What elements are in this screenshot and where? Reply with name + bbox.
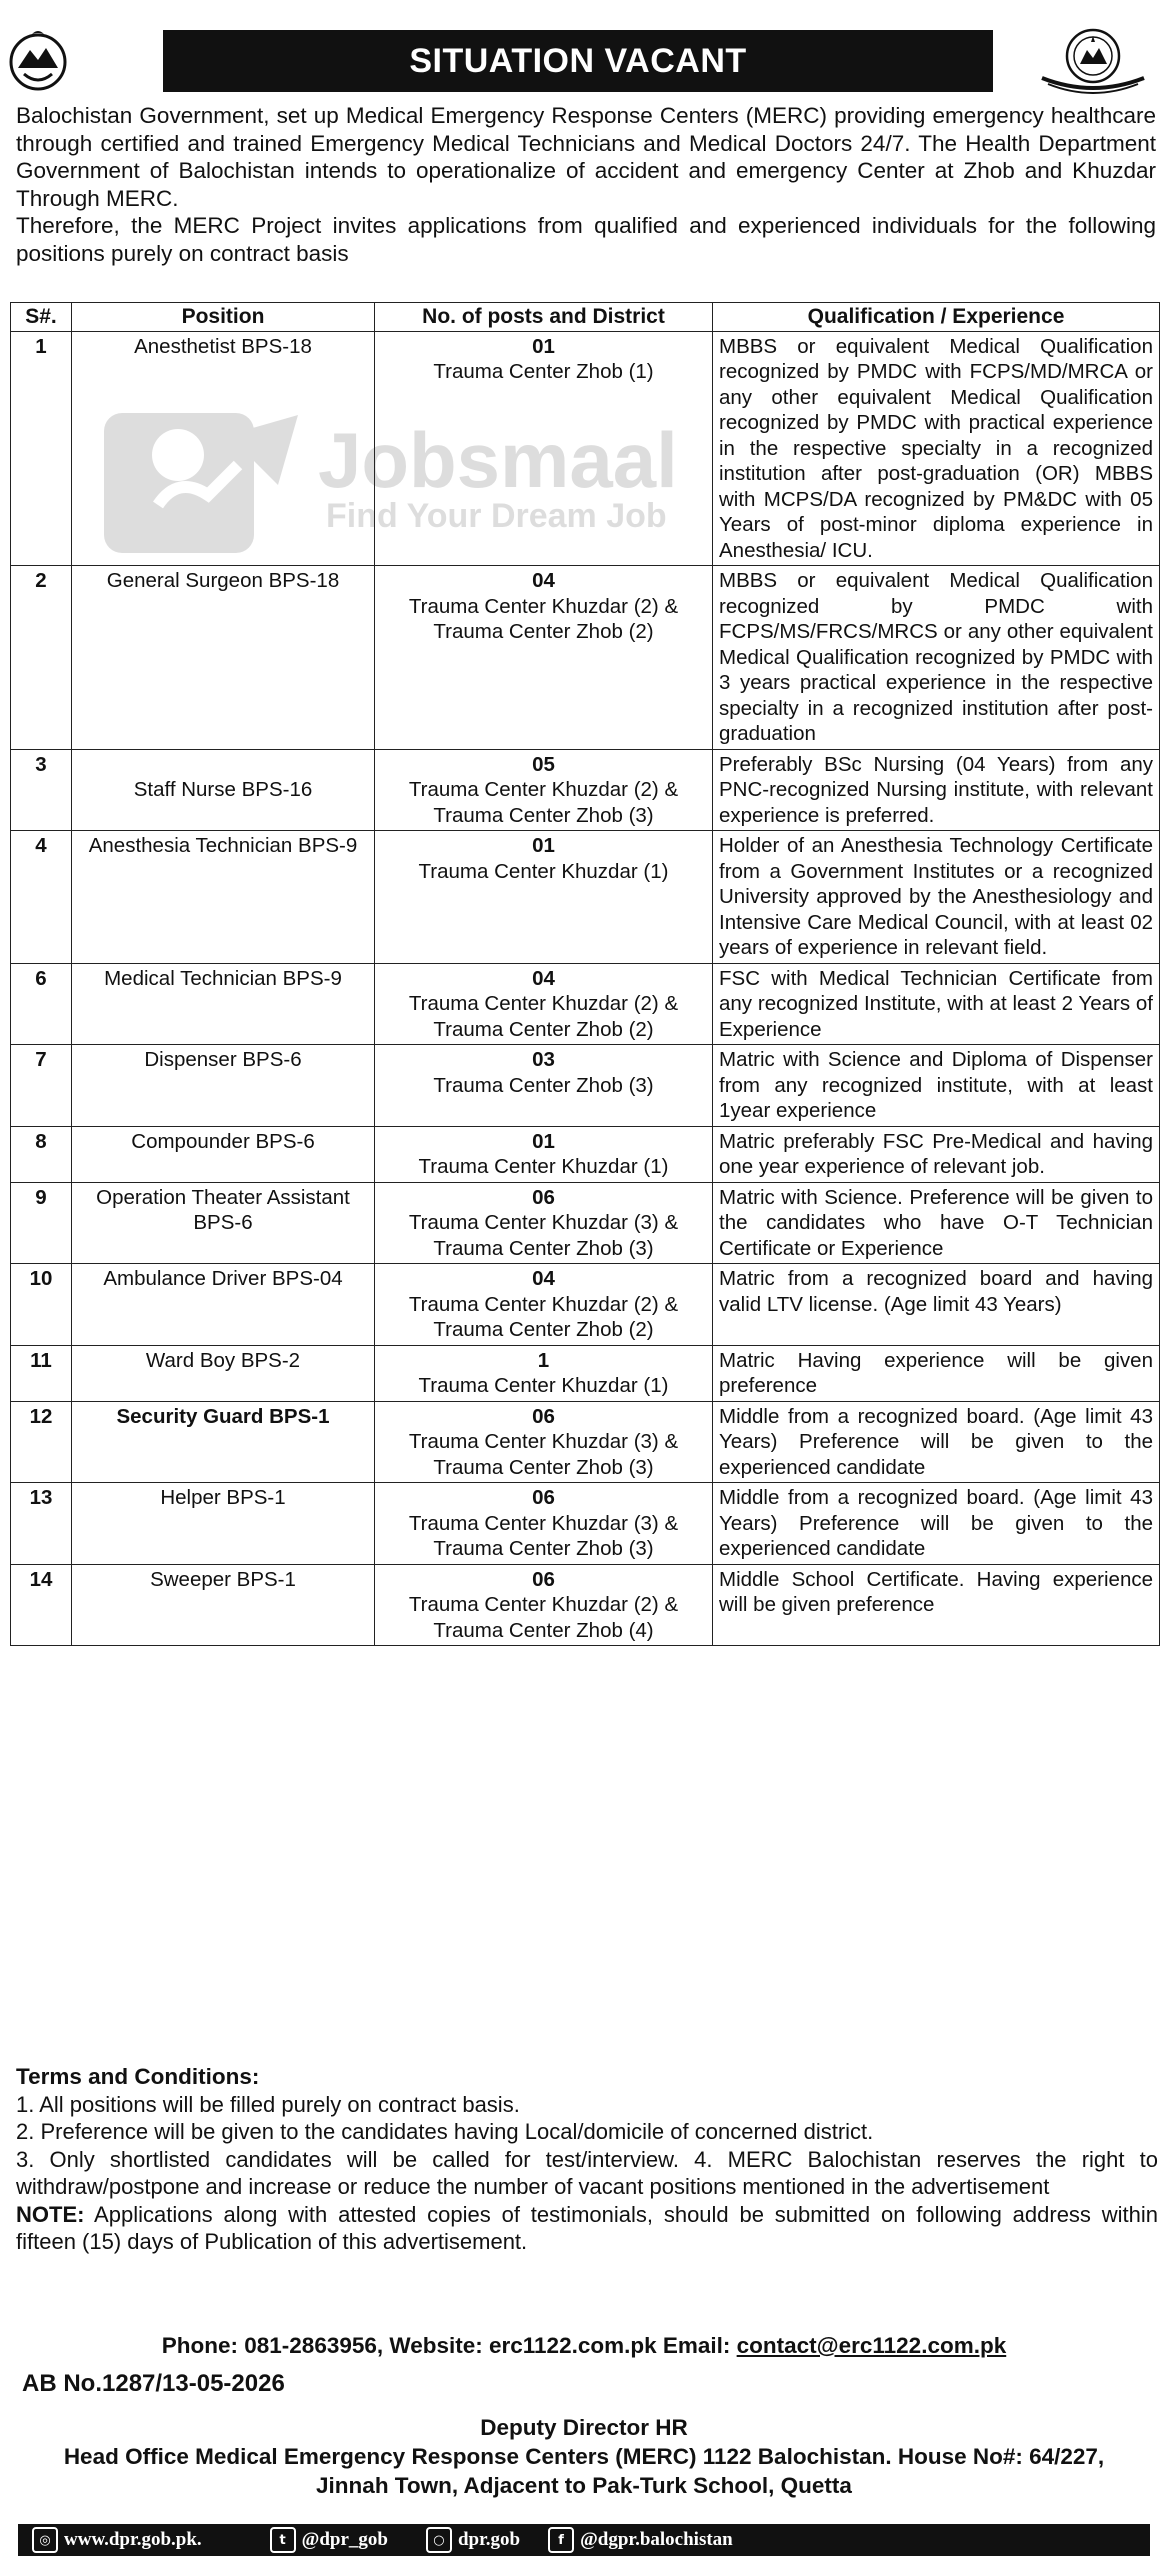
footer-address-line-2: Jinnah Town, Adjacent to Pak-Turk School, Quetta xyxy=(316,2473,852,2498)
row-position: Sweeper BPS-1 xyxy=(72,1564,375,1646)
row-position: Security Guard BPS-1 xyxy=(72,1401,375,1483)
row-count: 01 xyxy=(532,334,555,358)
row-district xyxy=(375,1126,713,1182)
row-sno: 10 xyxy=(11,1264,72,1346)
row-district-text: Trauma Center Zhob (3) xyxy=(433,1073,654,1097)
row-sno: 2 xyxy=(11,566,72,750)
row-count: 01 xyxy=(532,834,555,857)
row-count: 04 xyxy=(532,569,555,592)
table-row xyxy=(11,1182,1160,1264)
table-row xyxy=(11,566,1160,750)
ab-number: AB No.1287/13-05-2026 xyxy=(22,2370,285,2397)
row-district-text: Trauma Center Khuzdar (1) xyxy=(418,859,669,883)
table-row xyxy=(11,1045,1160,1127)
row-position: Ward Boy BPS-2 xyxy=(72,1345,375,1401)
table-row xyxy=(11,831,1160,964)
footer-address xyxy=(0,2413,1168,2500)
row-qualification: Matric from a recognized board and having valid LTV license. (Age limit 43 Years) xyxy=(713,1264,1160,1346)
row-count: 06 xyxy=(532,1404,555,1428)
row-district-text: Trauma Center Zhob (1) xyxy=(433,360,654,383)
social-instagram[interactable] xyxy=(426,2527,520,2553)
row-position: Operation Theater Assistant BPS-6 xyxy=(72,1182,375,1264)
row-sno: 8 xyxy=(11,1126,72,1182)
row-district-text: Trauma Center Khuzdar (2) & Trauma Center Zhob (2) xyxy=(408,594,679,643)
merc-logo-icon xyxy=(1034,26,1152,96)
row-district xyxy=(375,331,713,566)
row-sno: 13 xyxy=(11,1483,72,1565)
row-district-text: Trauma Center Khuzdar (1) xyxy=(418,1155,669,1178)
row-qualification: Holder of an Anesthesia Technology Certificate from a Government Institutes or a recognized University approved by the Anesthesiology and Intensive Care Medical Council, with at least 02 years of experience in relevant field. xyxy=(713,831,1160,964)
row-count: 06 xyxy=(532,1486,555,1509)
row-district-text: Trauma Center Khuzdar (2) & Trauma Center Zhob (2) xyxy=(408,1292,679,1341)
row-position: Helper BPS-1 xyxy=(72,1483,375,1565)
table-row xyxy=(11,1126,1160,1182)
row-district xyxy=(375,1564,713,1646)
row-count: 1 xyxy=(537,1348,550,1372)
note xyxy=(16,2201,1158,2256)
watermark-tagline: Find Your Dream Job xyxy=(326,497,667,535)
row-sno: 9 xyxy=(11,1182,72,1264)
contact-phone-website: Phone: 081-2863956, Website: erc1122.com.pk Email: xyxy=(161,2333,737,2358)
row-sno: 7 xyxy=(11,1045,72,1127)
page-title: SITUATION VACANT xyxy=(163,30,993,92)
social-website-label: www.dpr.gob.pk. xyxy=(64,2529,202,2550)
row-qualification: MBBS or equivalent Medical Qualification recognized by PMDC with FCPS/MS/FRCS/MRCS or any other equivalent Medical Qualification recognized by PMDC with 3 years practical experience in the respective specialty in a recognized institution after post-graduation xyxy=(713,566,1160,750)
row-position: Anesthetist BPS-18 xyxy=(72,331,375,566)
term-item: 3. Only shortlisted candidates will be called for test/interview. 4. MERC Balochistan reserves the right to withdraw/postpone and increase or reduce the number of vacant positions mentioned in the advertisement xyxy=(16,2146,1158,2199)
terms-heading: Terms and Conditions: xyxy=(16,2064,260,2089)
row-sno: 12 xyxy=(11,1401,72,1483)
social-twitter[interactable] xyxy=(270,2527,388,2553)
contact-line xyxy=(0,2333,1168,2359)
row-district xyxy=(375,963,713,1045)
row-qualification: Matric with Science and Diploma of Dispenser from any recognized institute, with at least 1year experience xyxy=(713,1045,1160,1127)
row-position: Compounder BPS-6 xyxy=(72,1126,375,1182)
row-position: Medical Technician BPS-9 xyxy=(72,963,375,1045)
row-position: Staff Nurse BPS-16 xyxy=(72,749,375,831)
row-count: 03 xyxy=(532,1048,555,1071)
twitter-icon: t xyxy=(270,2527,296,2553)
balochistan-govt-logo-icon xyxy=(8,28,68,94)
row-district-text: Trauma Center Khuzdar (1) xyxy=(418,1374,669,1397)
row-qualification: Middle School Certificate. Having experience will be given preference xyxy=(713,1564,1160,1646)
row-district xyxy=(375,1345,713,1401)
social-facebook-label: @dgpr.balochistan xyxy=(580,2529,733,2550)
row-district-text: Trauma Center Khuzdar (2) & Trauma Center Zhob (3) xyxy=(408,778,679,827)
row-count: 04 xyxy=(532,1267,555,1290)
social-twitter-label: @dpr_gob xyxy=(301,2529,388,2550)
social-bar xyxy=(18,2524,1150,2556)
social-instagram-label: dpr.gob xyxy=(457,2529,521,2550)
note-label: NOTE: xyxy=(16,2201,85,2227)
social-website[interactable] xyxy=(32,2527,202,2553)
footer-designation: Deputy Director HR xyxy=(480,2415,688,2440)
row-district xyxy=(375,566,713,750)
row-count: 05 xyxy=(532,752,555,776)
row-district xyxy=(375,1483,713,1565)
row-sno: 14 xyxy=(11,1564,72,1646)
row-district xyxy=(375,1182,713,1264)
intro-text xyxy=(16,102,1156,267)
social-facebook[interactable] xyxy=(548,2527,733,2553)
row-district xyxy=(375,749,713,831)
row-qualification: FSC with Medical Technician Certificate from any recognized Institute, with at least 2 Years of Experience xyxy=(713,963,1160,1045)
table-header-row xyxy=(11,303,1160,332)
row-qualification: Middle from a recognized board. (Age limit 43 Years) Preference will be given to the experienced candidate xyxy=(713,1483,1160,1565)
terms-section xyxy=(16,2063,1158,2256)
table-row xyxy=(11,1401,1160,1483)
table-row xyxy=(11,749,1160,831)
table-row xyxy=(11,963,1160,1045)
note-text: Applications along with attested copies of testimonials, should be submitted on following address within fifteen (15) days of Publication of this advertisement. xyxy=(16,2201,1158,2254)
positions-table xyxy=(10,302,1160,1646)
row-position: General Surgeon BPS-18 xyxy=(72,566,375,750)
row-qualification: Middle from a recognized board. (Age limit 43 Years) Preference will be given to the experienced candidate xyxy=(713,1401,1160,1483)
globe-icon: ◎ xyxy=(32,2527,58,2553)
table-row xyxy=(11,1264,1160,1346)
row-count: 04 xyxy=(532,966,555,990)
row-qualification: Matric Having experience will be given preference xyxy=(713,1345,1160,1401)
row-district xyxy=(375,1264,713,1346)
header-posts-district: No. of posts and District xyxy=(375,303,713,332)
table-row xyxy=(11,331,1160,566)
row-sno: 4 xyxy=(11,831,72,964)
header-sno: S#. xyxy=(11,303,72,332)
row-sno: 6 xyxy=(11,963,72,1045)
row-qualification: Preferably BSc Nursing (04 Years) from any PNC-recognized Nursing institute, with relevant experience is preferred. xyxy=(713,749,1160,831)
row-count: 06 xyxy=(532,1567,555,1591)
row-qualification: Matric with Science. Preference will be given to the candidates who have O-T Technician Certificate or Experience xyxy=(713,1182,1160,1264)
table-row xyxy=(11,1564,1160,1646)
row-district xyxy=(375,1401,713,1483)
intro-paragraph-1: Balochistan Government, set up Medical Emergency Response Centers (MERC) providing emergency healthcare through certified and trained Emergency Medical Technicians and Medical Doctors 24/7. The Health Department Government of Balochistan intends to operationalize of accident and emergency Center at Zhob and Khuzdar Through MERC. xyxy=(16,103,1156,211)
term-item: 1. All positions will be filled purely on contract basis. xyxy=(16,2091,520,2117)
footer-address-line-1: Head Office Medical Emergency Response Centers (MERC) 1122 Balochistan. House No#: 64/227, xyxy=(63,2444,1105,2469)
row-district-text: Trauma Center Khuzdar (2) & Trauma Center Zhob (4) xyxy=(408,1593,679,1642)
row-district xyxy=(375,831,713,964)
header xyxy=(0,22,1168,102)
table-row xyxy=(11,1483,1160,1565)
row-position: Anesthesia Technician BPS-9 xyxy=(72,831,375,964)
contact-email-link[interactable]: contact@erc1122.com.pk xyxy=(736,2333,1007,2358)
row-position: Ambulance Driver BPS-04 xyxy=(72,1264,375,1346)
row-qualification: MBBS or equivalent Medical Qualification recognized by PMDC with FCPS/MD/MRCA or any other equivalent Medical Qualification recognized by PMDC with practical experience in the respective specialty in a recognized institution after post-graduation (OR) MBBS with MCPS/DA recognized by PM&DC with 05 Years of post-minor diploma experience in Anesthesia/ ICU. xyxy=(713,331,1160,566)
row-position: Dispenser BPS-6 xyxy=(72,1045,375,1127)
header-position: Position xyxy=(72,303,375,332)
instagram-icon: ○ xyxy=(426,2527,452,2553)
row-count: 06 xyxy=(532,1185,555,1209)
row-district-text: Trauma Center Khuzdar (3) & Trauma Center Zhob (3) xyxy=(408,1511,679,1560)
row-sno: 3 xyxy=(11,749,72,831)
header-qualification: Qualification / Experience xyxy=(713,303,1160,332)
row-district-text: Trauma Center Khuzdar (2) & Trauma Center Zhob (2) xyxy=(408,992,679,1041)
watermark-name: Jobsmaal xyxy=(318,416,678,504)
row-district-text: Trauma Center Khuzdar (3) & Trauma Center Zhob (3) xyxy=(408,1211,679,1260)
row-count: 01 xyxy=(532,1129,555,1153)
facebook-icon: f xyxy=(548,2527,574,2553)
row-sno: 1 xyxy=(11,331,72,566)
term-item: 2. Preference will be given to the candidates having Local/domicile of concerned district. xyxy=(16,2119,874,2144)
table-row xyxy=(11,1345,1160,1401)
row-sno: 11 xyxy=(11,1345,72,1401)
row-district xyxy=(375,1045,713,1127)
row-qualification: Matric preferably FSC Pre-Medical and having one year experience of relevant job. xyxy=(713,1126,1160,1182)
intro-paragraph-2: Therefore, the MERC Project invites applications from qualified and experienced individuals for the following positions purely on contract basis xyxy=(16,213,1156,266)
row-district-text: Trauma Center Khuzdar (3) & Trauma Center Zhob (3) xyxy=(408,1430,679,1479)
